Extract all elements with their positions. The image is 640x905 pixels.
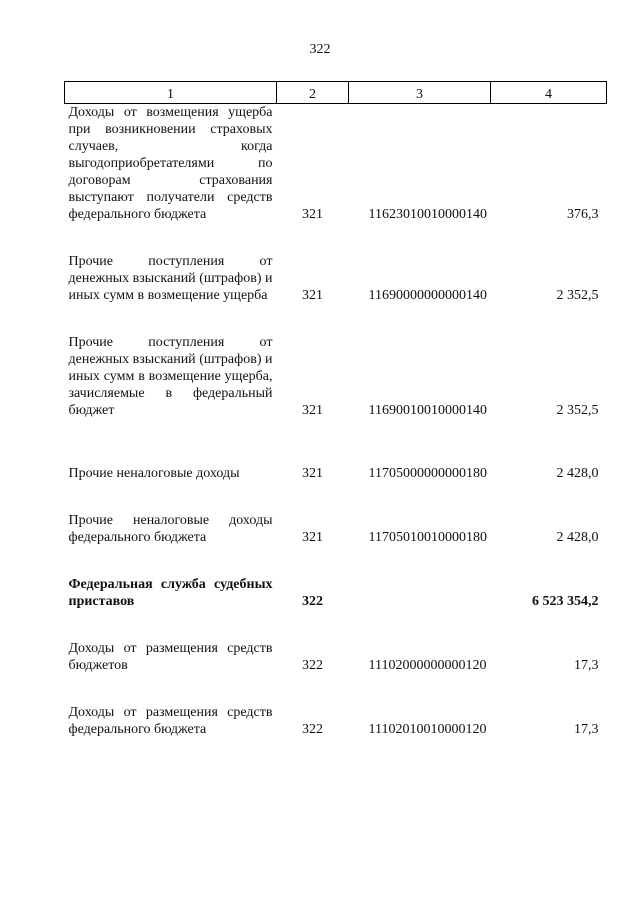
row-spacer <box>65 546 607 576</box>
row-name: Прочие неналоговые доходы федерального бюджета <box>68 513 273 545</box>
row-code: 11690010010000140 <box>368 403 487 418</box>
table-row <box>65 704 607 738</box>
row-name: Прочие неналоговые доходы <box>68 466 240 481</box>
row-amount: 2 428,0 <box>556 466 599 481</box>
table-row <box>65 253 607 304</box>
row-code: 11102010010000120 <box>368 722 487 737</box>
row-code: 11705000000000180 <box>368 466 487 481</box>
table-row-section-total <box>65 576 607 610</box>
page-number: 322 <box>309 42 331 57</box>
row-spacer <box>65 304 607 334</box>
row-code: 11102000000000120 <box>368 658 487 673</box>
row-chapter: 322 <box>302 658 323 673</box>
row-spacer <box>65 482 607 512</box>
row-spacer <box>65 674 607 704</box>
table-row <box>65 104 607 224</box>
column-header-3: 3 <box>349 82 491 104</box>
row-spacer <box>65 419 607 465</box>
section-name: Федеральная служба судебных приставов <box>68 577 273 609</box>
table-row <box>65 512 607 546</box>
row-amount: 2 428,0 <box>556 530 599 545</box>
row-name: Доходы от возмещения ущерба при возникновении страховых случаев, когда выгодоприобретателями по договорам страхования выступают получатели средств федерального бюджета <box>68 105 273 222</box>
row-code: 11690000000000140 <box>368 288 487 303</box>
row-chapter: 321 <box>302 207 323 222</box>
row-amount: 2 352,5 <box>556 288 599 303</box>
section-amount: 6 523 354,2 <box>532 594 599 609</box>
table-row <box>65 465 607 482</box>
revenue-table <box>64 81 607 738</box>
section-chapter: 322 <box>302 594 323 609</box>
row-amount: 2 352,5 <box>556 403 599 418</box>
row-amount: 376,3 <box>567 207 599 222</box>
row-code: 11705010010000180 <box>368 530 487 545</box>
table-row <box>65 640 607 674</box>
section-code <box>349 576 491 610</box>
row-chapter: 321 <box>302 403 323 418</box>
row-chapter: 321 <box>302 466 323 481</box>
row-chapter: 321 <box>302 530 323 545</box>
row-code: 11623010010000140 <box>368 207 487 222</box>
row-name: Прочие поступления от денежных взысканий (штрафов) и иных сумм в возмещение ущерба, зачисляемые в федеральный бюджет <box>68 335 273 418</box>
row-name: Доходы от размещения средств федерального бюджета <box>68 705 273 737</box>
row-name: Прочие поступления от денежных взысканий (штрафов) и иных сумм в возмещение ущерба <box>68 254 273 303</box>
table-row <box>65 334 607 419</box>
column-header-1: 1 <box>65 82 277 104</box>
row-name: Доходы от размещения средств бюджетов <box>68 641 273 673</box>
column-number-header-row <box>65 82 607 104</box>
column-header-2: 2 <box>277 82 349 104</box>
column-header-4: 4 <box>491 82 607 104</box>
row-chapter: 321 <box>302 288 323 303</box>
row-chapter: 322 <box>302 722 323 737</box>
row-amount: 17,3 <box>574 722 599 737</box>
row-amount: 17,3 <box>574 658 599 673</box>
row-spacer <box>65 223 607 253</box>
row-spacer <box>65 610 607 640</box>
